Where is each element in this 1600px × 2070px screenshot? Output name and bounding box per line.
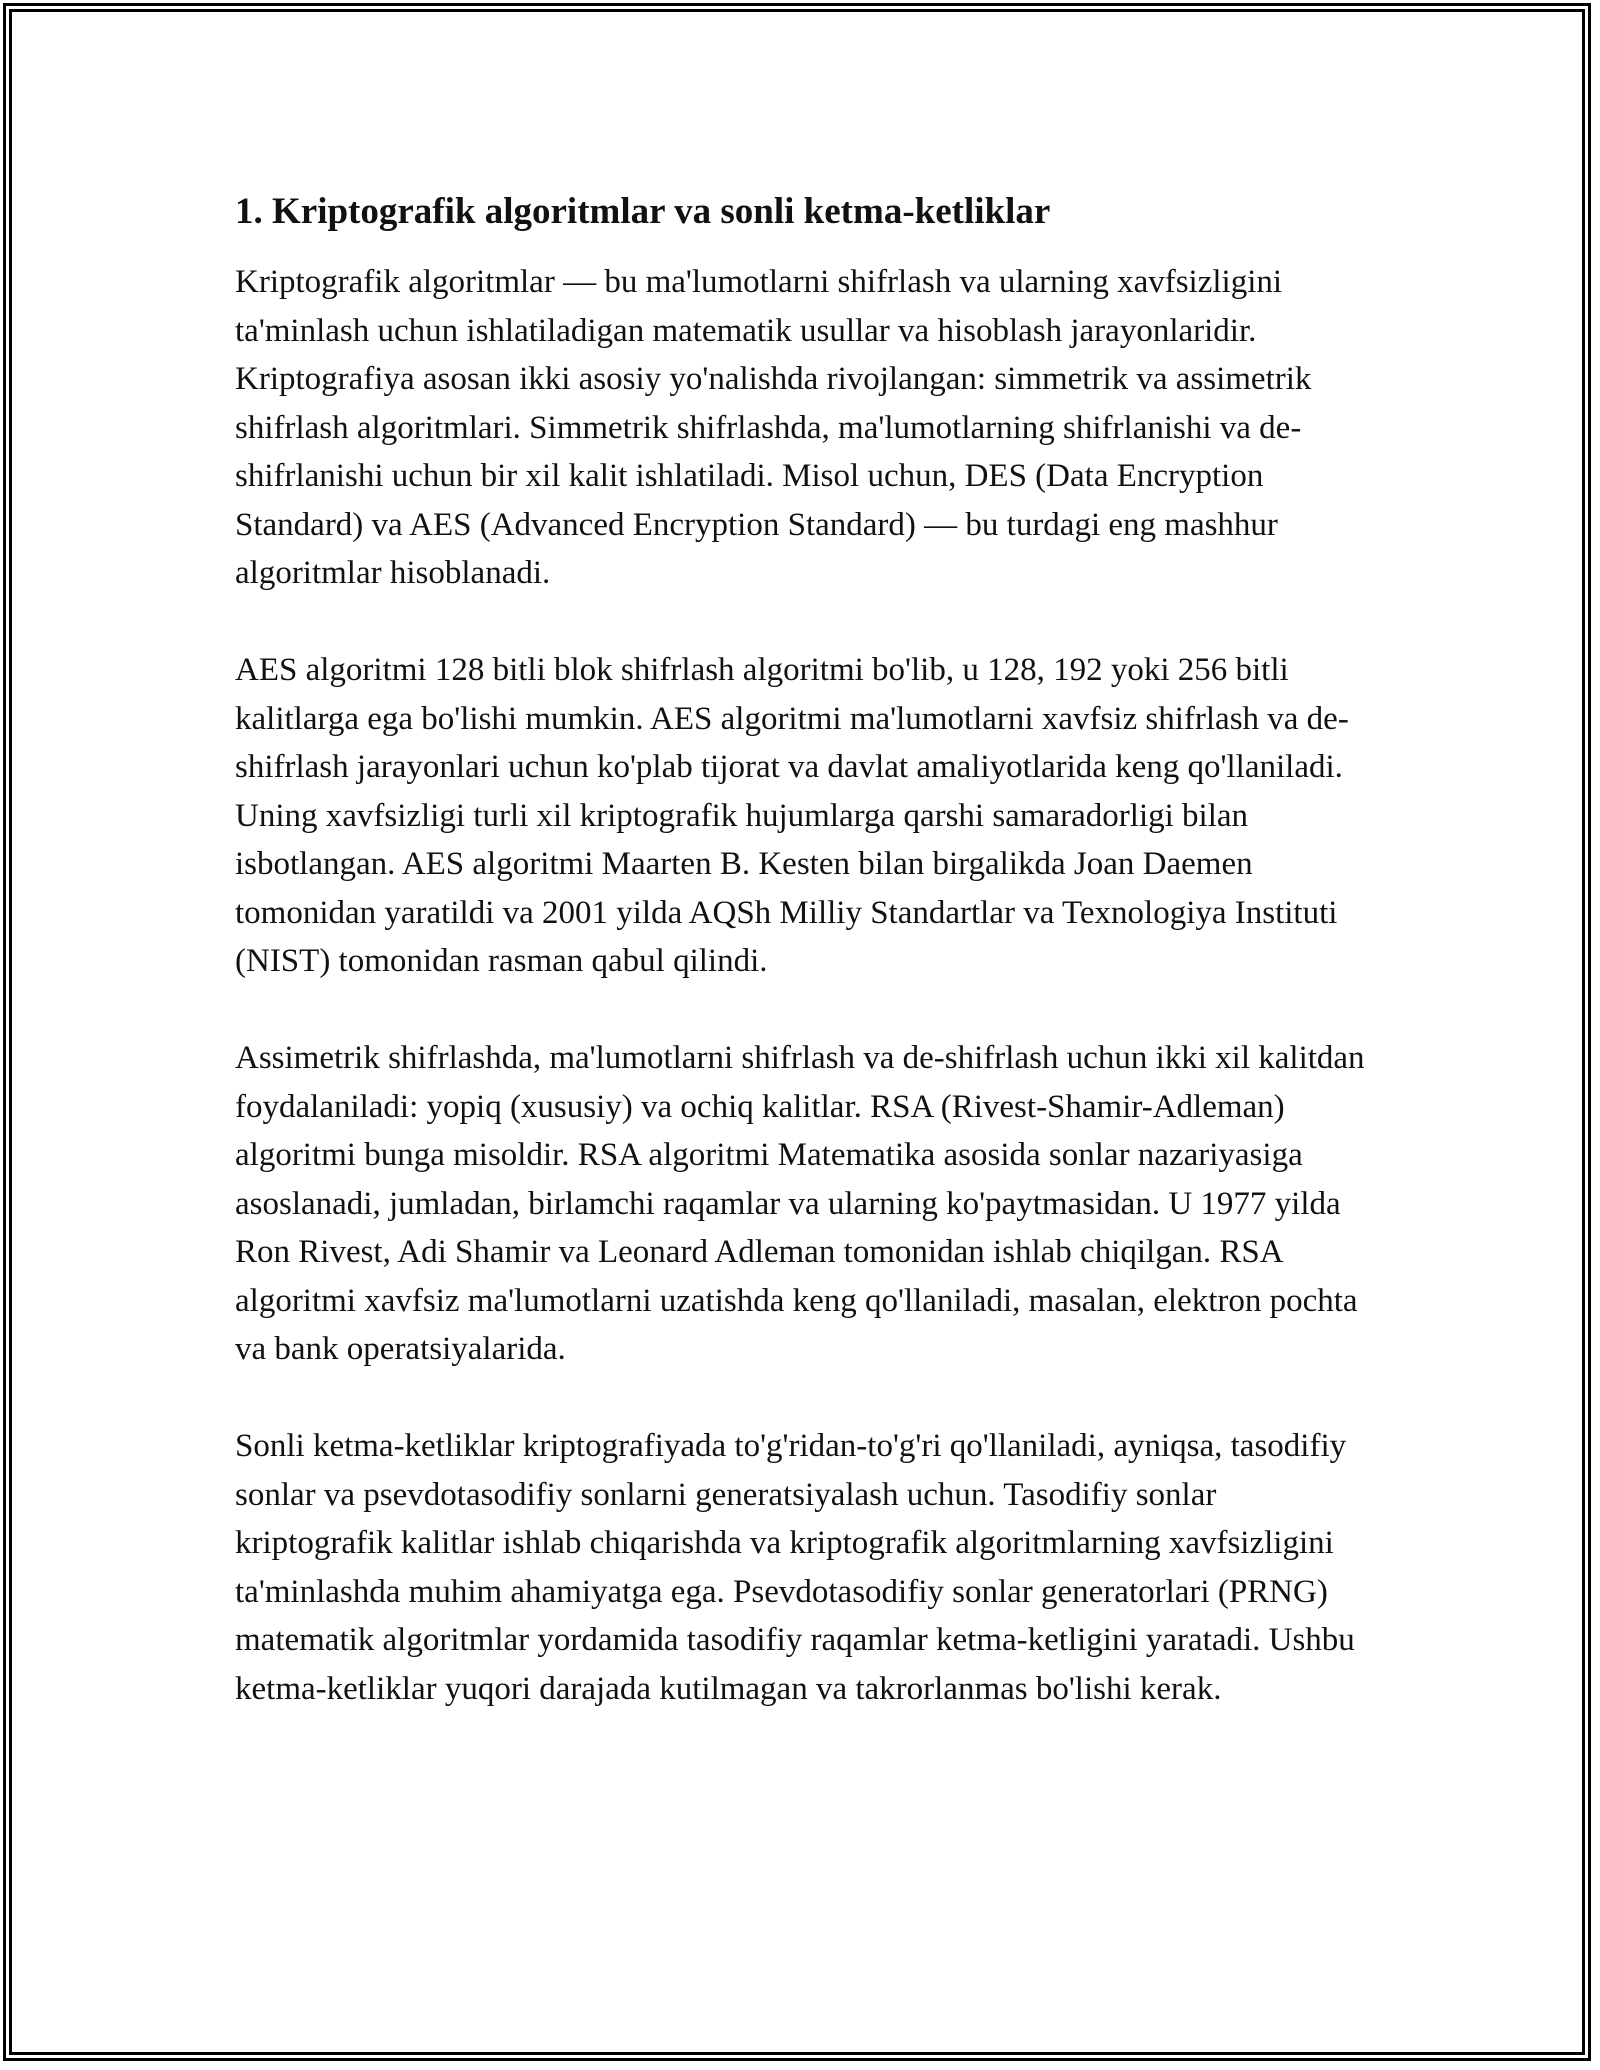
section-heading: 1. Kriptografik algoritmlar va sonli ketma-ketliklar: [235, 191, 1051, 232]
paragraph-aes-algorithm: AES algoritmi 128 bitli blok shifrlash algoritmi bo'lib, u 128, 192 yoki 256 bitli kalitlarga ega bo'lishi mumkin. AES algoritmi ma'lumotlarni xavfsiz shifrlash va de-shifrlash jarayonlari uchun ko'plab tijorat va davlat amaliyotlarida keng qo'llaniladi. Uning xavfsizligi turli xil kriptografik hujumlarga qarshi samaradorligi bilan isbotlangan. AES algoritmi Maarten B. Kesten bilan birgalikda Joan Daemen tomonidan yaratildi va 2001 yilda AQSh Milliy Standartlar va Texnologiya Instituti (NIST) tomonidan rasman qabul qilindi.: [235, 652, 1349, 979]
paragraph-asymmetric-rsa: Assimetrik shifrlashda, ma'lumotlarni shifrlash va de-shifrlash uchun ikki xil kalitdan foydalaniladi: yopiq (xususiy) va ochiq kalitlar. RSA (Rivest-Shamir-Adleman) algoritmi bunga misoldir. RSA algoritmi Matematika asosida sonlar nazariyasiga asoslanadi, jumladan, birlamchi raqamlar va ularning ko'paytmasidan. U 1977 yilda Ron Rivest, Adi Shamir va Leonard Adleman tomonidan ishlab chiqilgan. RSA algoritmi xavfsiz ma'lumotlarni uzatishda keng qo'llaniladi, masalan, elektron pochta va bank operatsiyalarida.: [235, 1040, 1365, 1367]
paragraph-symmetric-encryption: Kriptografik algoritmlar — bu ma'lumotlarni shifrlash va ularning xavfsizligini ta'minlash uchun ishlatiladigan matematik usullar va hisoblash jarayonlaridir. Kriptografiya asosan ikki asosiy yo'nalishda rivojlangan: simmetrik va assimetrik shifrlash algoritmlari. Simmetrik shifrlashda, ma'lumotlarning shifrlanishi va de-shifrlanishi uchun bir xil kalit ishlatiladi. Misol uchun, DES (Data Encryption Standard) va AES (Advanced Encryption Standard) — bu turdagi eng mashhur algoritmlar hisoblanadi.: [235, 264, 1312, 591]
paragraph-number-sequences: Sonli ketma-ketliklar kriptografiyada to'g'ridan-to'g'ri qo'llaniladi, ayniqsa, tasodifiy sonlar va psevdotasodifiy sonlarni generatsiyalash uchun. Tasodifiy sonlar kriptografik kalitlar ishlab chiqarishda va kriptografik algoritmlarning xavfsizligini ta'minlashda muhim ahamiyatga ega. Psevdotasodifiy sonlar generatorlari (PRNG) matematik algoritmlar yordamida tasodifiy raqamlar ketma-ketligini yaratadi. Ushbu ketma-ketliklar yuqori darajada kutilmagan va takrorlanmas bo'lishi kerak.: [235, 1428, 1355, 1707]
document-body: [235, 188, 1370, 1762]
